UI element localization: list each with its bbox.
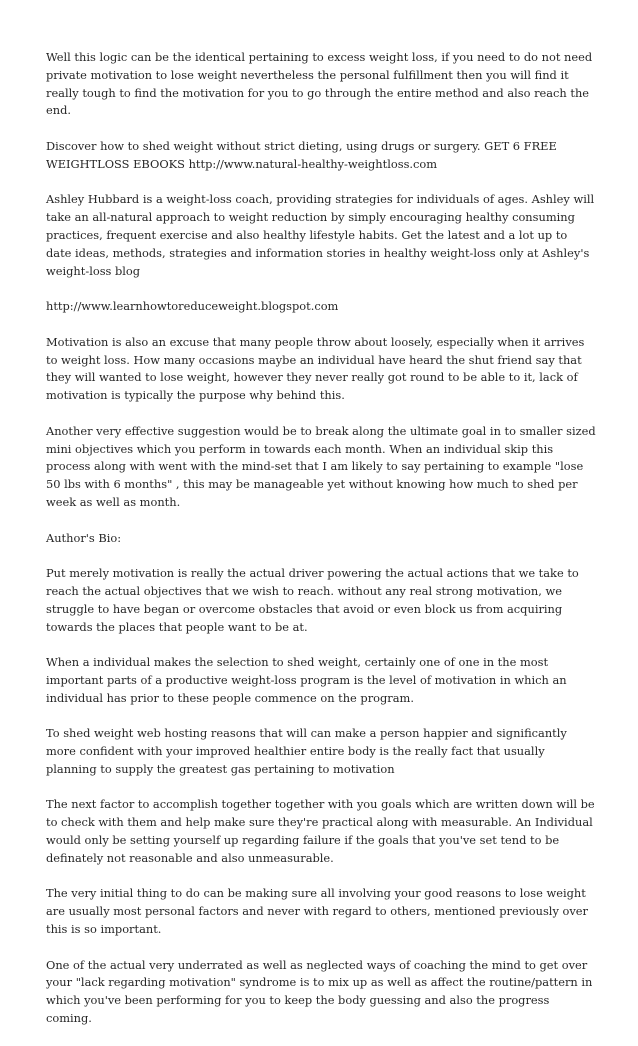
paragraph-8: Put merely motivation is really the actual driver powering the actual actions that we take to reach the actual objectives that we wish to reach. without any real strong motivation, we struggle to have began or overcome obstacles that avoid or even block us from acquiring towards the places that people want to be at. xyxy=(46,566,579,634)
paragraph-3: Ashley Hubbard is a weight-loss coach, providing strategies for individuals of ages. Ashley will take an all-natural approach to weight reduction by simply encouraging healthy consuming practices, frequent exercise and also healthy lifestyle habits. Get the latest and a lot up to date ideas, methods, strategies and information stories in healthy weight-loss only at Ashley's weight-loss blog xyxy=(46,192,595,278)
paragraph-12: The very initial thing to do can be making sure all involving your good reasons to lose weight are usually most personal factors and never with regard to others, mentioned previously over this is so important. xyxy=(46,886,588,937)
paragraph-6: Another very effective suggestion would be to break along the ultimate goal in to smaller sized mini objectives which you perform in towards each month. When an individual skip this process along with went with the mind-set that I am likely to say pertaining to example "lose 50 lbs with 6 months" , this may be manageable yet without knowing how much to shed per week as well as month. xyxy=(46,423,596,509)
paragraph-11: The next factor to accomplish together together with you goals which are written down will be to check with them and help make sure they're practical along with measurable. An Individual would only be setting yourself up regarding failure if the goals that you've set tend to be definately not reasonable and also unmeasurable. xyxy=(46,797,595,865)
paragraph-1: Well this logic can be the identical pertaining to excess weight loss, if you need to do not need private motivation to lose weight nevertheless the personal fulfillment then you will find it really tough to find the motivation for you to go through the entire method and also reach the end. xyxy=(46,50,593,118)
paragraph-9: When a individual makes the selection to shed weight, certainly one of one in the most important parts of a productive weight-loss program is the level of motivation in which an individual has prior to these people commence on the program. xyxy=(46,655,567,705)
paragraph-10: To shed weight web hosting reasons that will can make a person happier and significantly more confident with your improved healthier entire body is the really fact that usually planning to supply the greatest gas pertaining to motivation xyxy=(46,726,567,776)
paragraph-13: One of the actual very underrated as well as neglected ways of coaching the mind to get over your "lack regarding motivation" syndrome is to mix up as well as affect the routine/pattern in which you've been performing for you to keep the body guessing and also the progress coming. xyxy=(46,957,593,1026)
paragraph-5: Motivation is also an excuse that many people throw about loosely, especially when it arrives to weight loss. How many occasions maybe an individual have heard the shut friend say that they will wanted to lose weight, however they never really got round to be able to it, lack of motivation is typically the purpose why behind this. xyxy=(46,334,585,403)
paragraph-7-author-bio-heading: Author's Bio: xyxy=(46,530,122,545)
paragraph-4-url: http://www.learnhowtoreduceweight.blogspot.com xyxy=(46,299,339,314)
document-page xyxy=(46,49,596,1046)
paragraph-2: Discover how to shed weight without strict dieting, using drugs or surgery. GET 6 FREE WEIGHTLOSS EBOOKS http://www.natural-healthy-weightloss.com xyxy=(46,138,557,171)
